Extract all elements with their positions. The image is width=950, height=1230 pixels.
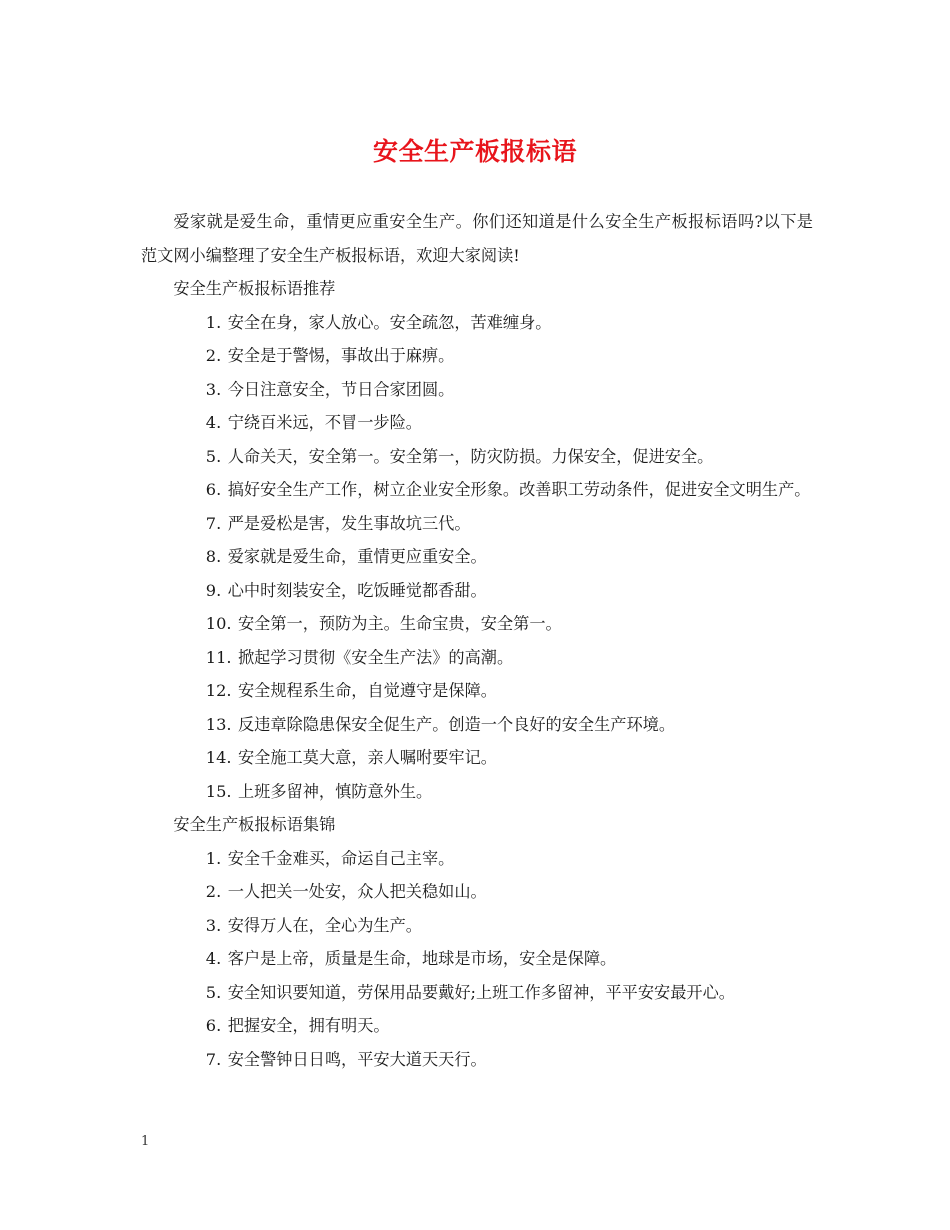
list-item: 15. 上班多留神，慎防意外生。 [205,781,433,801]
slogan-list-recommend [141,306,813,809]
list-item: 5. 安全知识要知道，劳保用品要戴好;上班工作多留神，平平安安最开心。 [205,982,735,1002]
list-item: 4. 客户是上帝，质量是生命，地球是市场，安全是保障。 [205,949,617,968]
list-item: 2. 安全是于警惕，事故出于麻痹。 [205,346,455,365]
list-item: 10. 安全第一，预防为主。生命宝贵，安全第一。 [205,614,562,633]
slogan-list-collection [141,842,813,1077]
list-item: 6. 搞好安全生产工作，树立企业安全形象。改善职工劳动条件，促进安全文明生产。 [205,480,811,499]
list-item: 13. 反违章除隐患保安全促生产。创造一个良好的安全生产环境。 [205,714,676,734]
list-item: 3. 今日注意安全，节日合家团圆。 [205,379,455,399]
list-item: 12. 安全规程系生命，自觉遵守是保障。 [205,681,497,700]
list-item: 1. 安全在身，家人放心。安全疏忽，苦难缠身。 [205,312,552,332]
list-item: 14. 安全施工莫大意，亲人嘱咐要牢记。 [205,748,497,767]
list-item: 5. 人命关天，安全第一。安全第一，防灾防损。力保安全，促进安全。 [205,446,714,466]
list-item: 3. 安得万人在，全心为生产。 [205,915,422,935]
section-heading-recommend: 安全生产板报标语推荐 [173,279,336,298]
page-number: 1 [141,1134,150,1149]
list-item: 4. 宁绕百米远，不冒一步险。 [205,413,422,432]
list-item: 7. 安全警钟日日鸣，平安大道天天行。 [205,1049,487,1069]
list-item: 8. 爱家就是爱生命，重情更应重安全。 [205,547,487,566]
list-item: 9. 心中时刻装安全，吃饭睡觉都香甜。 [205,580,487,600]
list-item: 7. 严是爱松是害，发生事故坑三代。 [205,513,471,533]
page-title: 安全生产板报标语 [372,137,577,166]
list-item: 2. 一人把关一处安，众人把关稳如山。 [205,882,487,901]
list-item: 11. 掀起学习贯彻《安全生产法》的高潮。 [205,647,514,667]
section-heading-collection: 安全生产板报标语集锦 [173,815,336,834]
list-item: 1. 安全千金难买，命运自己主宰。 [205,848,455,868]
list-item: 6. 把握安全，拥有明天。 [205,1016,390,1035]
intro-paragraph: 爱家就是爱生命，重情更应重安全生产。你们还知道是什么安全生产板报标语吗?以下是范文网小编整理了安全生产板报标语，欢迎大家阅读! [141,212,813,265]
document-body [141,205,813,1076]
